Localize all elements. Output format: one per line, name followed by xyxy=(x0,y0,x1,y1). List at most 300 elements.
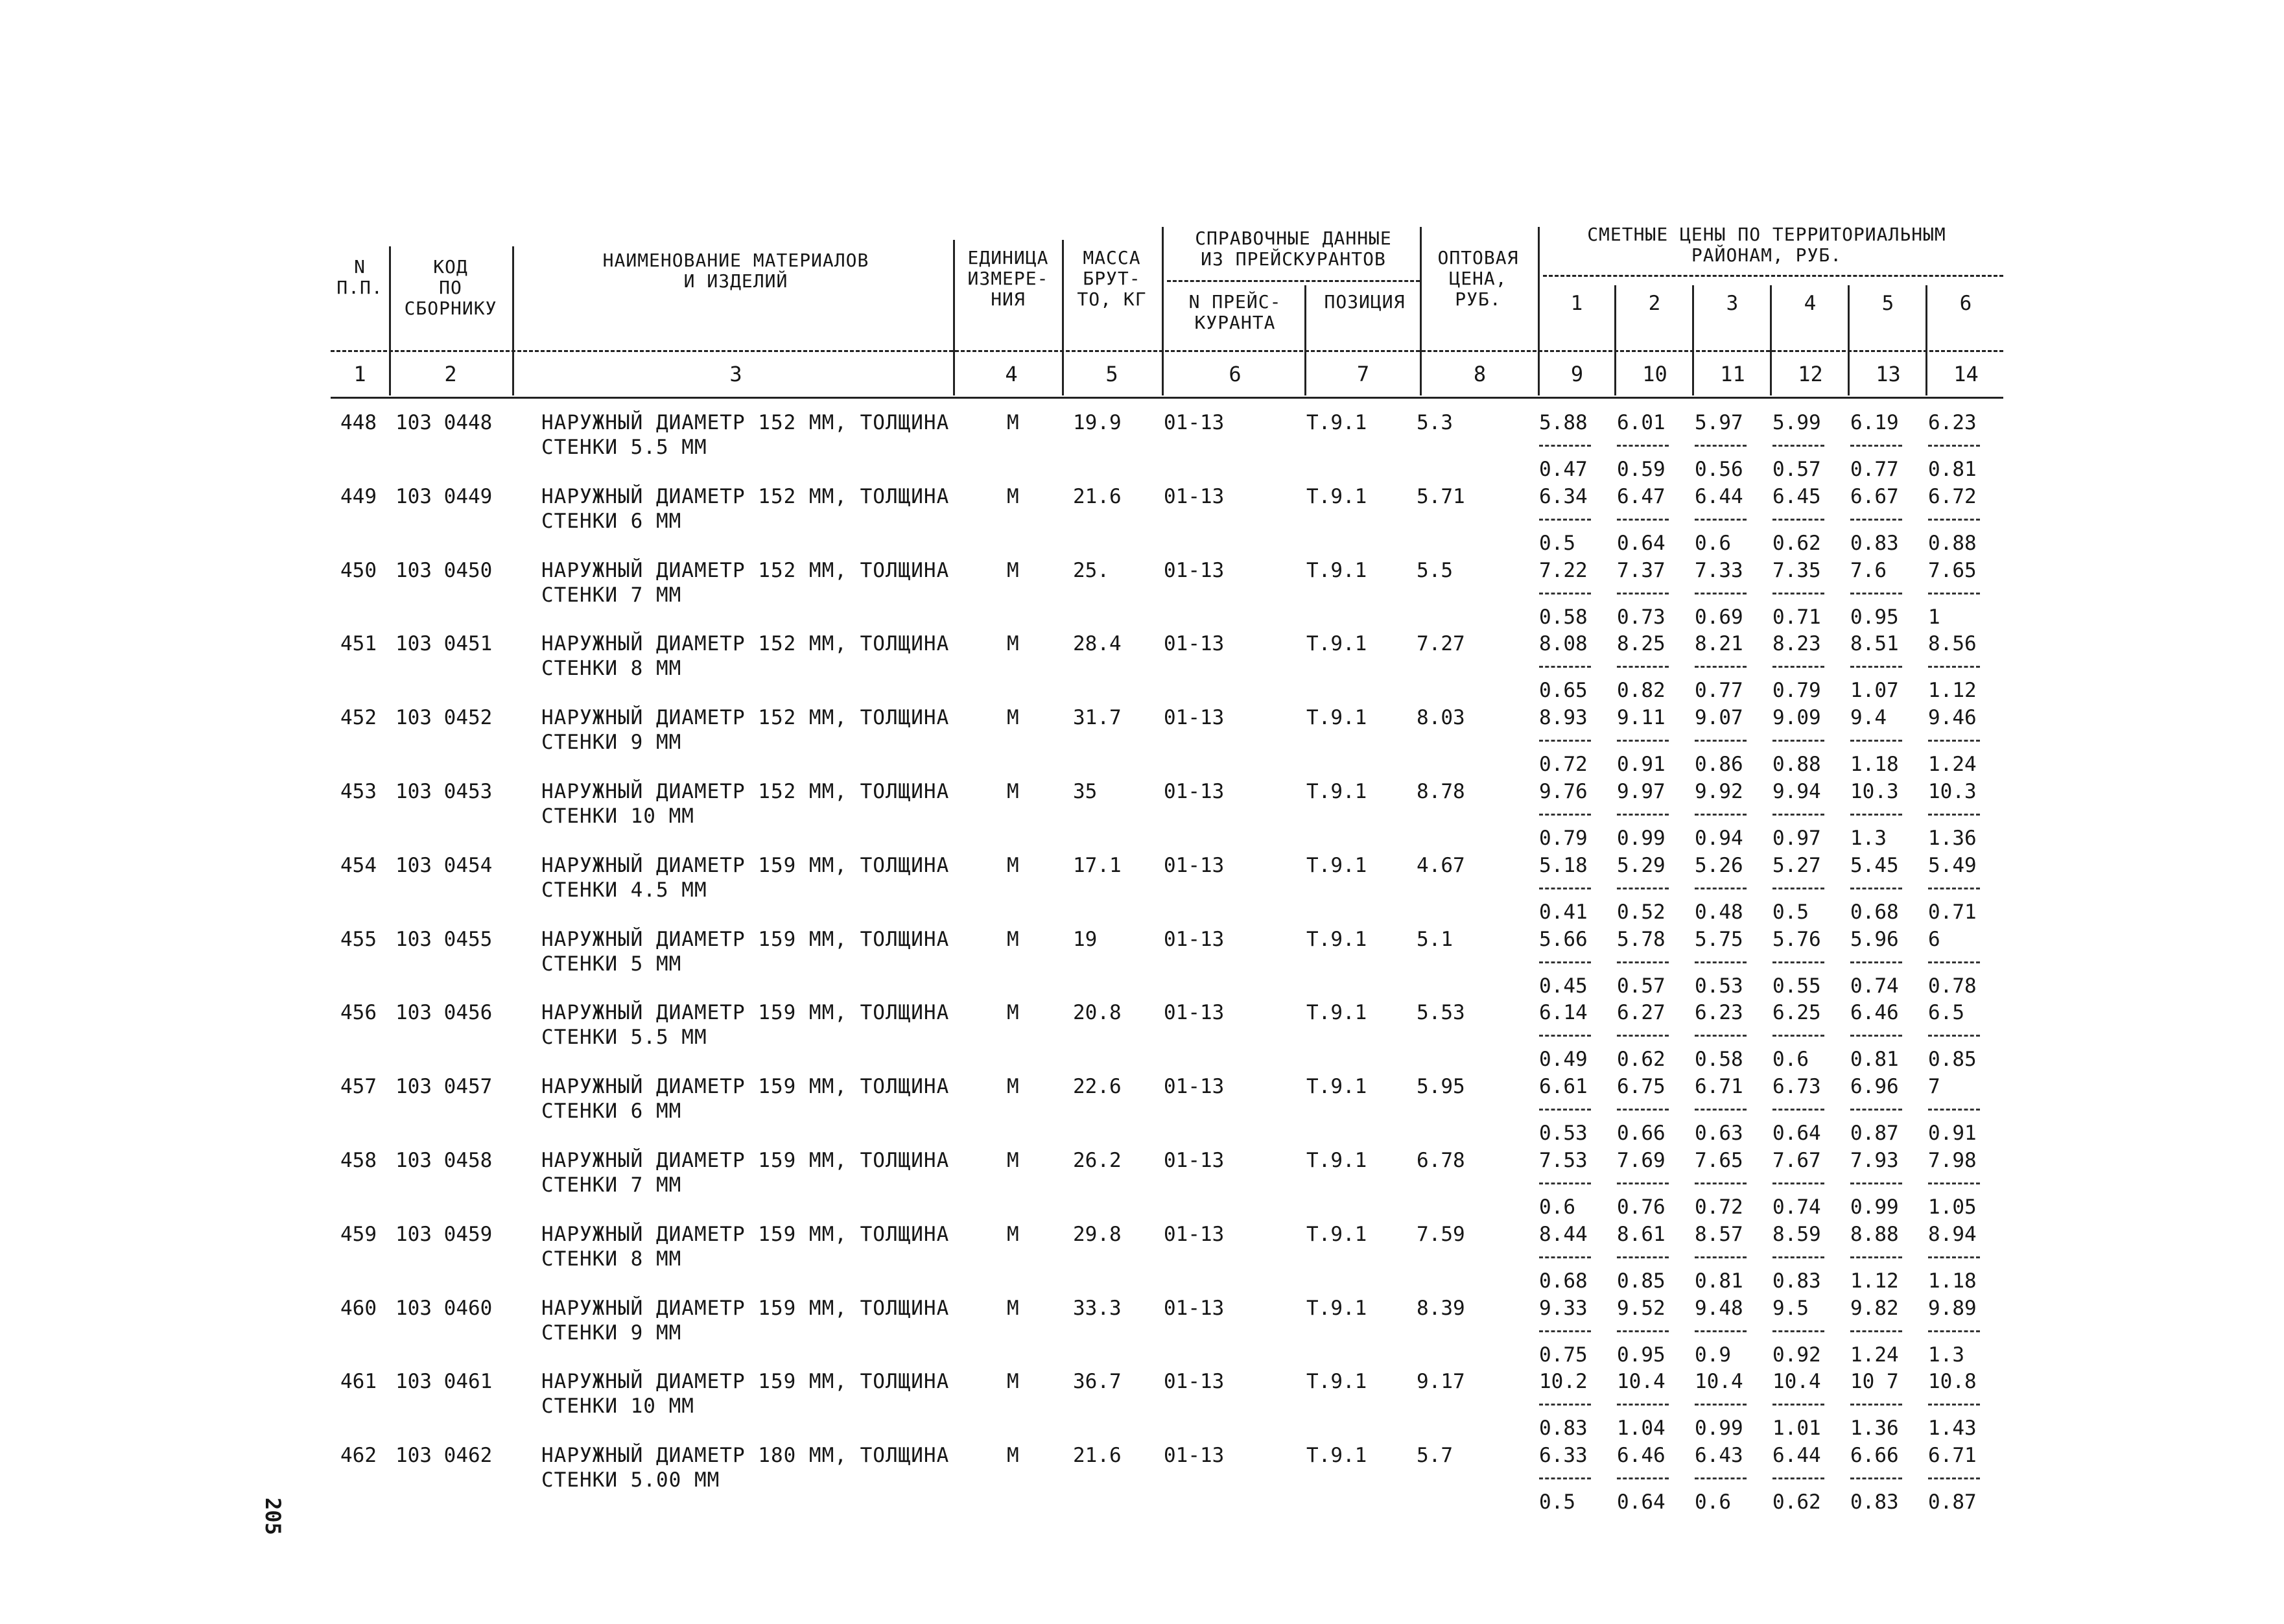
fraction-rule xyxy=(1850,666,1902,668)
unit: М xyxy=(1007,411,1019,434)
estimate-price: 10.3 xyxy=(1928,780,1977,803)
fraction-rule xyxy=(1539,1035,1591,1037)
estimate-price: 6.34 xyxy=(1539,484,1588,508)
estimate-price: 6.96 xyxy=(1850,1075,1899,1099)
fraction-rule xyxy=(1539,593,1591,594)
wholesale-price: 5.7 xyxy=(1417,1444,1453,1468)
fraction-rule xyxy=(1617,445,1669,447)
pricelist-position: Т.9.1 xyxy=(1306,853,1367,877)
unit: М xyxy=(1007,1222,1019,1246)
transport-cost: 0.92 xyxy=(1772,1343,1821,1367)
pricelist-position: Т.9.1 xyxy=(1306,484,1367,508)
estimate-price: 9.11 xyxy=(1617,706,1666,730)
fraction-rule xyxy=(1695,888,1747,889)
fraction-rule xyxy=(1695,961,1747,963)
header-col-wholesale: ОПТОВАЯ ЦЕНА, РУБ. xyxy=(1437,247,1519,310)
estimate-price: 6.73 xyxy=(1772,1075,1821,1099)
transport-cost: 0.45 xyxy=(1539,974,1588,998)
fraction-rule xyxy=(1695,740,1747,742)
fraction-rule xyxy=(1772,593,1824,594)
row-number: 456 xyxy=(340,1001,377,1025)
estimate-price: 6.14 xyxy=(1539,1001,1588,1025)
transport-cost: 0.65 xyxy=(1539,679,1588,703)
transport-cost: 0.95 xyxy=(1850,605,1899,629)
estimate-price: 10.4 xyxy=(1617,1370,1666,1394)
fraction-rule xyxy=(1617,666,1669,668)
material-name-cont: СТЕНКИ 10 ММ xyxy=(541,805,694,828)
column-number: 1 xyxy=(353,362,366,386)
fraction-rule xyxy=(1928,1477,1980,1479)
unit: М xyxy=(1007,706,1019,730)
pricelist-number: 01-13 xyxy=(1164,1296,1225,1320)
header-col-prices: СМЕТНЫЕ ЦЕНЫ ПО ТЕРРИТОРИАЛЬНЫМ РАЙОНАМ, РУБ. xyxy=(1587,224,1946,266)
column-number: 9 xyxy=(1570,362,1584,386)
pricelist-position: Т.9.1 xyxy=(1306,1370,1367,1394)
wholesale-price: 8.39 xyxy=(1417,1296,1465,1320)
row-code: 103 0452 xyxy=(395,706,493,730)
table-row xyxy=(0,1001,2284,1074)
transport-cost: 0.63 xyxy=(1695,1122,1743,1146)
material-name-cont: СТЕНКИ 6 ММ xyxy=(541,509,682,533)
mass: 25. xyxy=(1073,558,1109,582)
fraction-rule xyxy=(1772,888,1824,889)
header-col-name: НАИМЕНОВАНИЕ МАТЕРИАЛОВ И ИЗДЕЛИЙ xyxy=(602,250,869,292)
pricelist-number: 01-13 xyxy=(1164,632,1225,656)
transport-cost: 0.95 xyxy=(1617,1343,1666,1367)
material-name-cont: СТЕНКИ 5 ММ xyxy=(541,952,682,976)
pricelist-number: 01-13 xyxy=(1164,1149,1225,1172)
row-number: 449 xyxy=(340,484,377,508)
estimate-price: 5.75 xyxy=(1695,927,1743,951)
fraction-rule xyxy=(1617,519,1669,521)
fraction-rule xyxy=(1695,593,1747,594)
mass: 36.7 xyxy=(1073,1370,1122,1394)
transport-cost: 0.49 xyxy=(1539,1048,1588,1072)
transport-cost: 0.68 xyxy=(1850,900,1899,924)
transport-cost: 1.3 xyxy=(1850,827,1887,850)
transport-cost: 0.99 xyxy=(1850,1195,1899,1219)
estimate-price: 8.44 xyxy=(1539,1222,1588,1246)
pricelist-number: 01-13 xyxy=(1164,1222,1225,1246)
row-number: 453 xyxy=(340,780,377,803)
transport-cost: 0.83 xyxy=(1850,1490,1899,1514)
header-col-ref-n: N ПРЕЙС- КУРАНТА xyxy=(1188,291,1282,333)
mass: 22.6 xyxy=(1073,1075,1122,1099)
estimate-price: 10.4 xyxy=(1772,1370,1821,1394)
table-row xyxy=(0,706,2284,779)
prices-split-rule xyxy=(1543,275,2003,277)
unit: М xyxy=(1007,927,1019,951)
row-code: 103 0449 xyxy=(395,484,493,508)
transport-cost: 0.53 xyxy=(1539,1122,1588,1146)
estimate-price: 7.33 xyxy=(1695,558,1743,582)
estimate-price: 7.65 xyxy=(1928,558,1977,582)
fraction-rule xyxy=(1850,1330,1902,1332)
row-number: 457 xyxy=(340,1075,377,1099)
fraction-rule xyxy=(1928,445,1980,447)
fraction-rule xyxy=(1928,1035,1980,1037)
transport-cost: 0.5 xyxy=(1539,1490,1575,1514)
table-row xyxy=(0,1149,2284,1222)
fraction-rule xyxy=(1850,1256,1902,1258)
fraction-rule xyxy=(1928,740,1980,742)
column-number: 5 xyxy=(1105,362,1118,386)
transport-cost: 0.47 xyxy=(1539,458,1588,481)
pricelist-number: 01-13 xyxy=(1164,484,1225,508)
transport-cost: 0.9 xyxy=(1695,1343,1731,1367)
pricelist-position: Т.9.1 xyxy=(1306,1444,1367,1468)
transport-cost: 1.36 xyxy=(1928,827,1977,850)
transport-cost: 0.99 xyxy=(1617,827,1666,850)
table-row xyxy=(0,485,2284,558)
estimate-price: 6.66 xyxy=(1850,1444,1899,1468)
material-name-cont: СТЕНКИ 4.5 ММ xyxy=(541,878,707,902)
fraction-rule xyxy=(1617,1183,1669,1184)
table-row xyxy=(0,1297,2284,1370)
fraction-rule xyxy=(1539,1109,1591,1111)
fraction-rule xyxy=(1928,1109,1980,1111)
material-name-cont: СТЕНКИ 8 ММ xyxy=(541,1247,682,1271)
estimate-price: 7.37 xyxy=(1617,558,1666,582)
material-name: НАРУЖНЫЙ ДИАМЕТР 159 ММ, ТОЛЩИНА xyxy=(541,927,950,951)
fraction-rule xyxy=(1928,519,1980,521)
transport-cost: 0.77 xyxy=(1695,679,1743,703)
vline-12 xyxy=(1848,285,1850,395)
transport-cost: 0.78 xyxy=(1928,974,1977,998)
transport-cost: 1 xyxy=(1928,605,1940,629)
estimate-price: 5.76 xyxy=(1772,927,1821,951)
estimate-price: 8.51 xyxy=(1850,632,1899,656)
row-code: 103 0450 xyxy=(395,558,493,582)
transport-cost: 0.62 xyxy=(1772,531,1821,555)
estimate-price: 6.19 xyxy=(1850,411,1899,434)
fraction-rule xyxy=(1695,1330,1747,1332)
estimate-price: 9.09 xyxy=(1772,706,1821,730)
pricelist-position: Т.9.1 xyxy=(1306,1149,1367,1172)
header-col-unit: ЕДИНИЦА ИЗМЕРЕ- НИЯ xyxy=(967,247,1049,310)
estimate-price: 5.45 xyxy=(1850,853,1899,877)
wholesale-price: 6.78 xyxy=(1417,1149,1465,1172)
estimate-price: 6.27 xyxy=(1617,1001,1666,1025)
fraction-rule xyxy=(1850,1035,1902,1037)
transport-cost: 0.66 xyxy=(1617,1122,1666,1146)
transport-cost: 0.79 xyxy=(1539,827,1588,850)
fraction-rule xyxy=(1850,593,1902,594)
table-row xyxy=(0,780,2284,853)
material-name-cont: СТЕНКИ 10 ММ xyxy=(541,1395,694,1418)
transport-cost: 0.71 xyxy=(1772,605,1821,629)
transport-cost: 0.83 xyxy=(1850,531,1899,555)
wholesale-price: 8.78 xyxy=(1417,780,1465,803)
mass: 19 xyxy=(1073,927,1098,951)
page-number: 205 xyxy=(261,1498,285,1535)
material-name: НАРУЖНЫЙ ДИАМЕТР 152 ММ, ТОЛЩИНА xyxy=(541,411,950,434)
row-code: 103 0451 xyxy=(395,632,493,656)
material-name-cont: СТЕНКИ 5.00 ММ xyxy=(541,1468,720,1492)
row-code: 103 0462 xyxy=(395,1444,493,1468)
estimate-price: 6.72 xyxy=(1928,484,1977,508)
header-col-no: N П.П. xyxy=(336,256,383,298)
fraction-rule xyxy=(1928,1404,1980,1406)
fraction-rule xyxy=(1617,740,1669,742)
fraction-rule xyxy=(1928,1183,1980,1184)
estimate-price: 9.5 xyxy=(1772,1296,1809,1320)
column-number: 11 xyxy=(1720,362,1745,386)
fraction-rule xyxy=(1539,740,1591,742)
transport-cost: 0.88 xyxy=(1928,531,1977,555)
estimate-price: 9.46 xyxy=(1928,706,1977,730)
table-row xyxy=(0,854,2284,927)
estimate-price: 9.89 xyxy=(1928,1296,1977,1320)
mass: 21.6 xyxy=(1073,484,1122,508)
estimate-price: 5.96 xyxy=(1850,927,1899,951)
row-number: 462 xyxy=(340,1444,377,1468)
unit: М xyxy=(1007,484,1019,508)
fraction-rule xyxy=(1617,1330,1669,1332)
vline-9 xyxy=(1614,285,1616,395)
estimate-price: 9.94 xyxy=(1772,780,1821,803)
fraction-rule xyxy=(1617,1404,1669,1406)
fraction-rule xyxy=(1772,1256,1824,1258)
estimate-price: 5.78 xyxy=(1617,927,1666,951)
unit: М xyxy=(1007,558,1019,582)
estimate-price: 5.26 xyxy=(1695,853,1743,877)
estimate-price: 6.43 xyxy=(1695,1444,1743,1468)
fraction-rule xyxy=(1928,814,1980,816)
row-number: 459 xyxy=(340,1222,377,1246)
transport-cost: 0.71 xyxy=(1928,900,1977,924)
material-name: НАРУЖНЫЙ ДИАМЕТР 159 ММ, ТОЛЩИНА xyxy=(541,853,950,877)
material-name-cont: СТЕНКИ 7 ММ xyxy=(541,1173,682,1197)
column-number: 10 xyxy=(1642,362,1667,386)
estimate-price: 5.27 xyxy=(1772,853,1821,877)
mass: 26.2 xyxy=(1073,1149,1122,1172)
row-number: 461 xyxy=(340,1370,377,1394)
fraction-rule xyxy=(1617,1256,1669,1258)
estimate-price: 10 7 xyxy=(1850,1370,1899,1394)
ref-split-rule xyxy=(1167,280,1420,282)
pricelist-position: Т.9.1 xyxy=(1306,632,1367,656)
row-code: 103 0453 xyxy=(395,780,493,803)
transport-cost: 0.91 xyxy=(1617,753,1666,777)
material-name: НАРУЖНЫЙ ДИАМЕТР 159 ММ, ТОЛЩИНА xyxy=(541,1370,950,1394)
pricelist-number: 01-13 xyxy=(1164,1075,1225,1099)
unit: М xyxy=(1007,780,1019,803)
fraction-rule xyxy=(1928,666,1980,668)
table-row xyxy=(0,1075,2284,1148)
estimate-price: 10.8 xyxy=(1928,1370,1977,1394)
mass: 31.7 xyxy=(1073,706,1122,730)
fraction-rule xyxy=(1772,961,1824,963)
estimate-price: 5.99 xyxy=(1772,411,1821,434)
transport-cost: 0.73 xyxy=(1617,605,1666,629)
estimate-price: 5.88 xyxy=(1539,411,1588,434)
fraction-rule xyxy=(1617,593,1669,594)
material-name: НАРУЖНЫЙ ДИАМЕТР 152 ММ, ТОЛЩИНА xyxy=(541,484,950,508)
row-number: 455 xyxy=(340,927,377,951)
row-code: 103 0458 xyxy=(395,1149,493,1172)
table-row xyxy=(0,559,2284,632)
fraction-rule xyxy=(1617,1109,1669,1111)
row-number: 452 xyxy=(340,706,377,730)
estimate-price: 6.67 xyxy=(1850,484,1899,508)
transport-cost: 0.53 xyxy=(1695,974,1743,998)
row-number: 448 xyxy=(340,411,377,434)
wholesale-price: 5.3 xyxy=(1417,411,1453,434)
pricelist-number: 01-13 xyxy=(1164,1001,1225,1025)
estimate-price: 7.22 xyxy=(1539,558,1588,582)
fraction-rule xyxy=(1772,445,1824,447)
fraction-rule xyxy=(1850,445,1902,447)
transport-cost: 0.57 xyxy=(1772,458,1821,481)
transport-cost: 0.6 xyxy=(1695,1490,1731,1514)
fraction-rule xyxy=(1617,961,1669,963)
estimate-price: 9.4 xyxy=(1850,706,1887,730)
transport-cost: 0.77 xyxy=(1850,458,1899,481)
fraction-rule xyxy=(1850,740,1902,742)
material-name-cont: СТЕНКИ 5.5 ММ xyxy=(541,1026,707,1050)
estimate-price: 5.66 xyxy=(1539,927,1588,951)
estimate-price: 9.92 xyxy=(1695,780,1743,803)
transport-cost: 0.41 xyxy=(1539,900,1588,924)
fraction-rule xyxy=(1850,1477,1902,1479)
pricelist-number: 01-13 xyxy=(1164,780,1225,803)
row-code: 103 0461 xyxy=(395,1370,493,1394)
transport-cost: 0.87 xyxy=(1850,1122,1899,1146)
column-number: 13 xyxy=(1876,362,1901,386)
transport-cost: 0.62 xyxy=(1772,1490,1821,1514)
transport-cost: 0.6 xyxy=(1695,531,1731,555)
estimate-price: 8.25 xyxy=(1617,632,1666,656)
vline-8 xyxy=(1538,227,1540,395)
fraction-rule xyxy=(1539,1404,1591,1406)
transport-cost: 0.81 xyxy=(1695,1269,1743,1293)
estimate-price: 10.4 xyxy=(1695,1370,1743,1394)
fraction-rule xyxy=(1695,1035,1747,1037)
estimate-price: 9.82 xyxy=(1850,1296,1899,1320)
unit: М xyxy=(1007,853,1019,877)
transport-cost: 0.48 xyxy=(1695,900,1743,924)
wholesale-price: 8.03 xyxy=(1417,706,1465,730)
material-name: НАРУЖНЫЙ ДИАМЕТР 152 ММ, ТОЛЩИНА xyxy=(541,558,950,582)
fraction-rule xyxy=(1850,519,1902,521)
vline-7 xyxy=(1420,227,1422,395)
wholesale-price: 5.71 xyxy=(1417,484,1465,508)
unit: М xyxy=(1007,1149,1019,1172)
fraction-rule xyxy=(1695,1183,1747,1184)
pricelist-number: 01-13 xyxy=(1164,1444,1225,1468)
estimate-price: 8.23 xyxy=(1772,632,1821,656)
transport-cost: 1.18 xyxy=(1850,753,1899,777)
fraction-rule xyxy=(1772,1477,1824,1479)
transport-cost: 1.36 xyxy=(1850,1417,1899,1441)
estimate-price: 5.49 xyxy=(1928,853,1977,877)
fraction-rule xyxy=(1772,1035,1824,1037)
estimate-price: 9.97 xyxy=(1617,780,1666,803)
table-row xyxy=(0,411,2284,484)
header-col-code: КОД ПО СБОРНИКУ xyxy=(404,256,497,319)
transport-cost: 0.64 xyxy=(1617,1490,1666,1514)
table-row xyxy=(0,1444,2284,1517)
transport-cost: 0.72 xyxy=(1695,1195,1743,1219)
transport-cost: 0.5 xyxy=(1772,900,1809,924)
estimate-price: 8.08 xyxy=(1539,632,1588,656)
transport-cost: 0.79 xyxy=(1772,679,1821,703)
column-number: 3 xyxy=(729,362,742,386)
estimate-price: 10.2 xyxy=(1539,1370,1588,1394)
fraction-rule xyxy=(1850,814,1902,816)
transport-cost: 0.76 xyxy=(1617,1195,1666,1219)
fraction-rule xyxy=(1772,1404,1824,1406)
transport-cost: 1.43 xyxy=(1928,1417,1977,1441)
estimate-price: 6.23 xyxy=(1928,411,1977,434)
transport-cost: 0.99 xyxy=(1695,1417,1743,1441)
estimate-price: 6.47 xyxy=(1617,484,1666,508)
column-number: 8 xyxy=(1473,362,1487,386)
estimate-price: 7.67 xyxy=(1772,1149,1821,1172)
vline-10 xyxy=(1692,285,1694,395)
vline-3 xyxy=(953,240,955,395)
estimate-price: 7.98 xyxy=(1928,1149,1977,1172)
fraction-rule xyxy=(1772,814,1824,816)
estimate-price: 7.53 xyxy=(1539,1149,1588,1172)
transport-cost: 0.86 xyxy=(1695,753,1743,777)
transport-cost: 0.74 xyxy=(1772,1195,1821,1219)
fraction-rule xyxy=(1928,1256,1980,1258)
transport-cost: 0.58 xyxy=(1539,605,1588,629)
estimate-price: 8.61 xyxy=(1617,1222,1666,1246)
fraction-rule xyxy=(1539,961,1591,963)
estimate-price: 8.56 xyxy=(1928,632,1977,656)
transport-cost: 0.97 xyxy=(1772,827,1821,850)
row-code: 103 0455 xyxy=(395,927,493,951)
wholesale-price: 5.5 xyxy=(1417,558,1453,582)
transport-cost: 0.64 xyxy=(1772,1122,1821,1146)
estimate-price: 6.46 xyxy=(1850,1001,1899,1025)
material-name-cont: СТЕНКИ 9 ММ xyxy=(541,731,682,755)
estimate-price: 6.75 xyxy=(1617,1075,1666,1099)
unit: М xyxy=(1007,1075,1019,1099)
material-name: НАРУЖНЫЙ ДИАМЕТР 152 ММ, ТОЛЩИНА xyxy=(541,706,950,730)
transport-cost: 0.75 xyxy=(1539,1343,1588,1367)
fraction-rule xyxy=(1695,1477,1747,1479)
transport-cost: 0.59 xyxy=(1617,458,1666,481)
fraction-rule xyxy=(1617,814,1669,816)
fraction-rule xyxy=(1539,1477,1591,1479)
fraction-rule xyxy=(1539,1256,1591,1258)
estimate-price: 8.94 xyxy=(1928,1222,1977,1246)
vline-2 xyxy=(512,246,514,395)
transport-cost: 0.85 xyxy=(1928,1048,1977,1072)
transport-cost: 0.57 xyxy=(1617,974,1666,998)
material-name: НАРУЖНЫЙ ДИАМЕТР 159 ММ, ТОЛЩИНА xyxy=(541,1222,950,1246)
unit: М xyxy=(1007,1370,1019,1394)
transport-cost: 0.88 xyxy=(1772,753,1821,777)
estimate-price: 7 xyxy=(1928,1075,1940,1099)
fraction-rule xyxy=(1772,1330,1824,1332)
fraction-rule xyxy=(1539,445,1591,447)
wholesale-price: 5.95 xyxy=(1417,1075,1465,1099)
estimate-price: 9.07 xyxy=(1695,706,1743,730)
fraction-rule xyxy=(1695,1109,1747,1111)
row-code: 103 0454 xyxy=(395,853,493,877)
estimate-price: 6.5 xyxy=(1928,1001,1964,1025)
transport-cost: 0.6 xyxy=(1772,1048,1809,1072)
wholesale-price: 7.27 xyxy=(1417,632,1465,656)
transport-cost: 0.56 xyxy=(1695,458,1743,481)
row-code: 103 0459 xyxy=(395,1222,493,1246)
estimate-price: 7.6 xyxy=(1850,558,1887,582)
